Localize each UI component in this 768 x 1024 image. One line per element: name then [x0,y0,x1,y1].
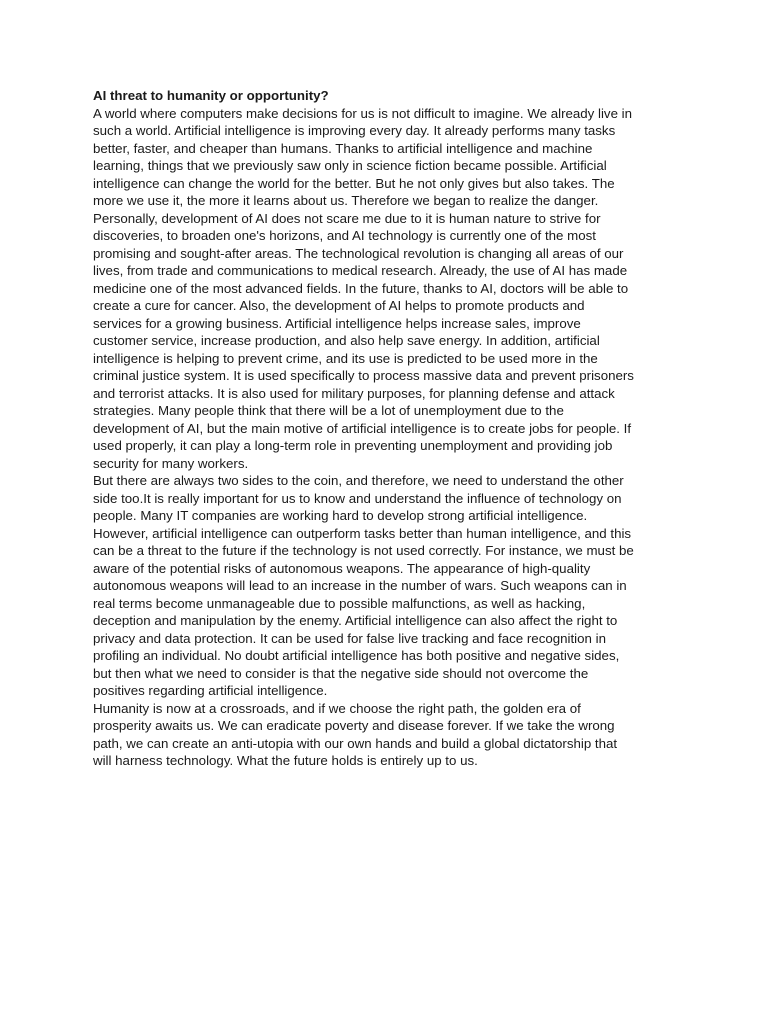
paragraph-2: But there are always two sides to the coin, and therefore, we need to understand the other side too.It is really important for us to know and understand the influence of technology on people. Many IT companies are working hard to develop strong artificial intelligence. However, artificial intelligence can outperform tasks better than human intelligence, and this can be a threat to the future if the technology is not used correctly. For instance, we must be aware of the potential risks of autonomous weapons. The appearance of high-quality autonomous weapons will lead to an increase in the number of wars. Such weapons can in real terms become unmanageable due to possible malfunctions, as well as hacking, deception and manipulation by the enemy. Artificial intelligence can also affect the right to privacy and data protection. It can be used for false live tracking and face recognition in profiling an individual. No doubt artificial intelligence has both positive and negative sides, but then what we need to consider is that the negative side should not overcome the positives regarding artificial intelligence. [93,473,634,698]
document-title: AI threat to humanity or opportunity? [93,88,329,103]
paragraph-1: A world where computers make decisions for us is not difficult to imagine. We already live in such a world. Artificial intelligence is improving every day. It already performs many tasks better, faster, and cheaper than humans. Thanks to artificial intelligence and machine learning, things that we previously saw only in science fiction became possible. Artificial intelligence can change the world for the better. But he not only gives but also takes. The more we use it, the more it learns about us. Therefore we began to realize the danger. Personally, development of AI does not scare me due to it is human nature to strive for discoveries, to broaden one's horizons, and AI technology is currently one of the most promising and sought-after areas. The technological revolution is changing all areas of our lives, from trade and communications to medical research. Already, the use of AI has made medicine one of the most advanced fields. In the future, thanks to AI, doctors will be able to create a cure for cancer. Also, the development of AI helps to promote products and services for a growing business. Artificial intelligence helps increase sales, improve customer service, increase production, and also help save energy. In addition, artificial intelligence is helping to prevent crime, and its use is predicted to be used more in the criminal justice system. It is used specifically to process massive data and prevent prisoners and terrorist attacks. It is also used for military purposes, for planning defense and attack strategies. Many people think that there will be a lot of unemployment due to the development of AI, but the main motive of artificial intelligence is to create jobs for people. If used properly, it can play a long-term role in preventing unemployment and providing job security for many workers. [93,105,634,471]
paragraph-3: Humanity is now at a crossroads, and if we choose the right path, the golden era of prosperity awaits us. We can eradicate poverty and disease forever. If we take the wrong path, we can create an anti-utopia with our own hands and build a global dictatorship that will harness technology. What the future holds is entirely up to us. [93,700,618,768]
document-body [93,87,683,770]
